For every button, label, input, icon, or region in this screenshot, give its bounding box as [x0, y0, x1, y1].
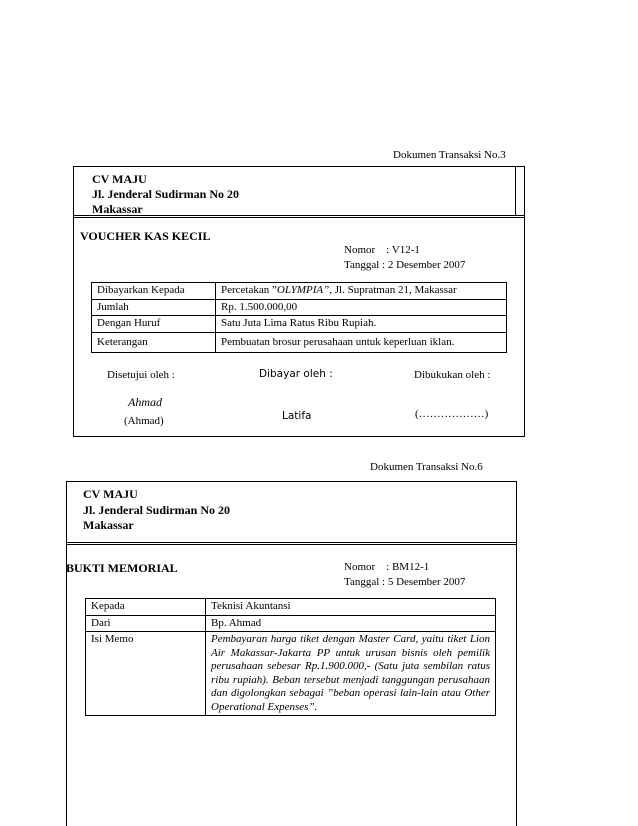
row-value: Teknisi Akuntansi: [206, 599, 496, 616]
doc2-tanggal: Tanggal : 5 Desember 2007: [344, 576, 466, 588]
row-key: Dari: [86, 615, 206, 632]
row-key: Kepada: [86, 599, 206, 616]
row-key: Dengan Huruf: [92, 316, 216, 333]
approved-signature: Ahmad: [128, 395, 162, 409]
table-row: [92, 299, 507, 316]
doc2-header-divider: [66, 542, 517, 545]
doc1-label: Dokumen Transaksi No.3: [393, 149, 506, 161]
table-row: [92, 316, 507, 333]
value-part: Percetakan ”: [221, 284, 277, 296]
company-name: CV MAJU: [92, 172, 147, 186]
row-key: Dibayarkan Kepada: [92, 283, 216, 300]
company-address: Jl. Jenderal Sudirman No 20: [92, 187, 240, 201]
row-value: Rp. 1.500.000,00: [216, 299, 507, 316]
company-name: CV MAJU: [83, 487, 138, 501]
doc1-title: VOUCHER KAS KECIL: [80, 229, 211, 243]
company-city: Makassar: [92, 202, 143, 216]
doc2-company-header: [83, 487, 230, 534]
row-value: Satu Juta Lima Ratus Ribu Rupiah.: [216, 316, 507, 333]
doc1-detail-table: [91, 282, 507, 353]
value-part: , Jl. Supratman 21, Makassar: [329, 284, 457, 296]
doc2-nomor: Nomor : BM12-1: [344, 561, 430, 573]
table-row: [92, 332, 507, 353]
doc1-company-header: [92, 172, 239, 217]
table-row: [92, 283, 507, 300]
table-row: [86, 632, 496, 716]
doc1-nomor: Nomor : V12-1: [344, 244, 420, 256]
row-value: Pembuatan brosur perusahaan untuk keperluan iklan.: [216, 332, 507, 353]
doc2-label: Dokumen Transaksi No.6: [370, 461, 483, 473]
row-key: Jumlah: [92, 299, 216, 316]
row-value: Bp. Ahmad: [206, 615, 496, 632]
row-value: [216, 283, 507, 300]
row-key: Isi Memo: [86, 632, 206, 716]
value-italic-part: OLYMPIA”: [276, 284, 330, 296]
doc1-tanggal: Tanggal : 2 Desember 2007: [344, 259, 466, 271]
doc2-detail-table: [85, 598, 496, 716]
table-row: [86, 615, 496, 632]
table-row: [86, 599, 496, 616]
doc2-title: BUKTI MEMORIAL: [66, 561, 178, 575]
memo-content: Pembayaran harga tiket dengan Master Card, yaitu tiket Lion Air Makassar-Jakarta PP untuk urusan bisnis oleh pemilik perusahaan sebesar Rp.1.900.000,- (Satu juta sembilan ratus ribu rupiah). Beban tersebut menjadi tanggungan perusahaan dan digolongkan sebagai ”beban operasi lain-lain atau Other Operational Expenses”.: [206, 632, 496, 716]
paid-by-name: Latifa: [282, 410, 312, 422]
recorded-by-label: Dibukukan oleh :: [414, 369, 491, 381]
company-address: Jl. Jenderal Sudirman No 20: [83, 502, 231, 517]
recorded-by-name: (………………): [415, 408, 489, 420]
company-city: Makassar: [83, 518, 134, 532]
doc1-header-right-line: [515, 166, 516, 216]
paid-by-label: Dibayar oleh :: [259, 368, 333, 380]
row-key: Keterangan: [92, 332, 216, 353]
approved-name: (Ahmad): [124, 415, 164, 427]
approved-by-label: Disetujui oleh :: [107, 369, 175, 381]
